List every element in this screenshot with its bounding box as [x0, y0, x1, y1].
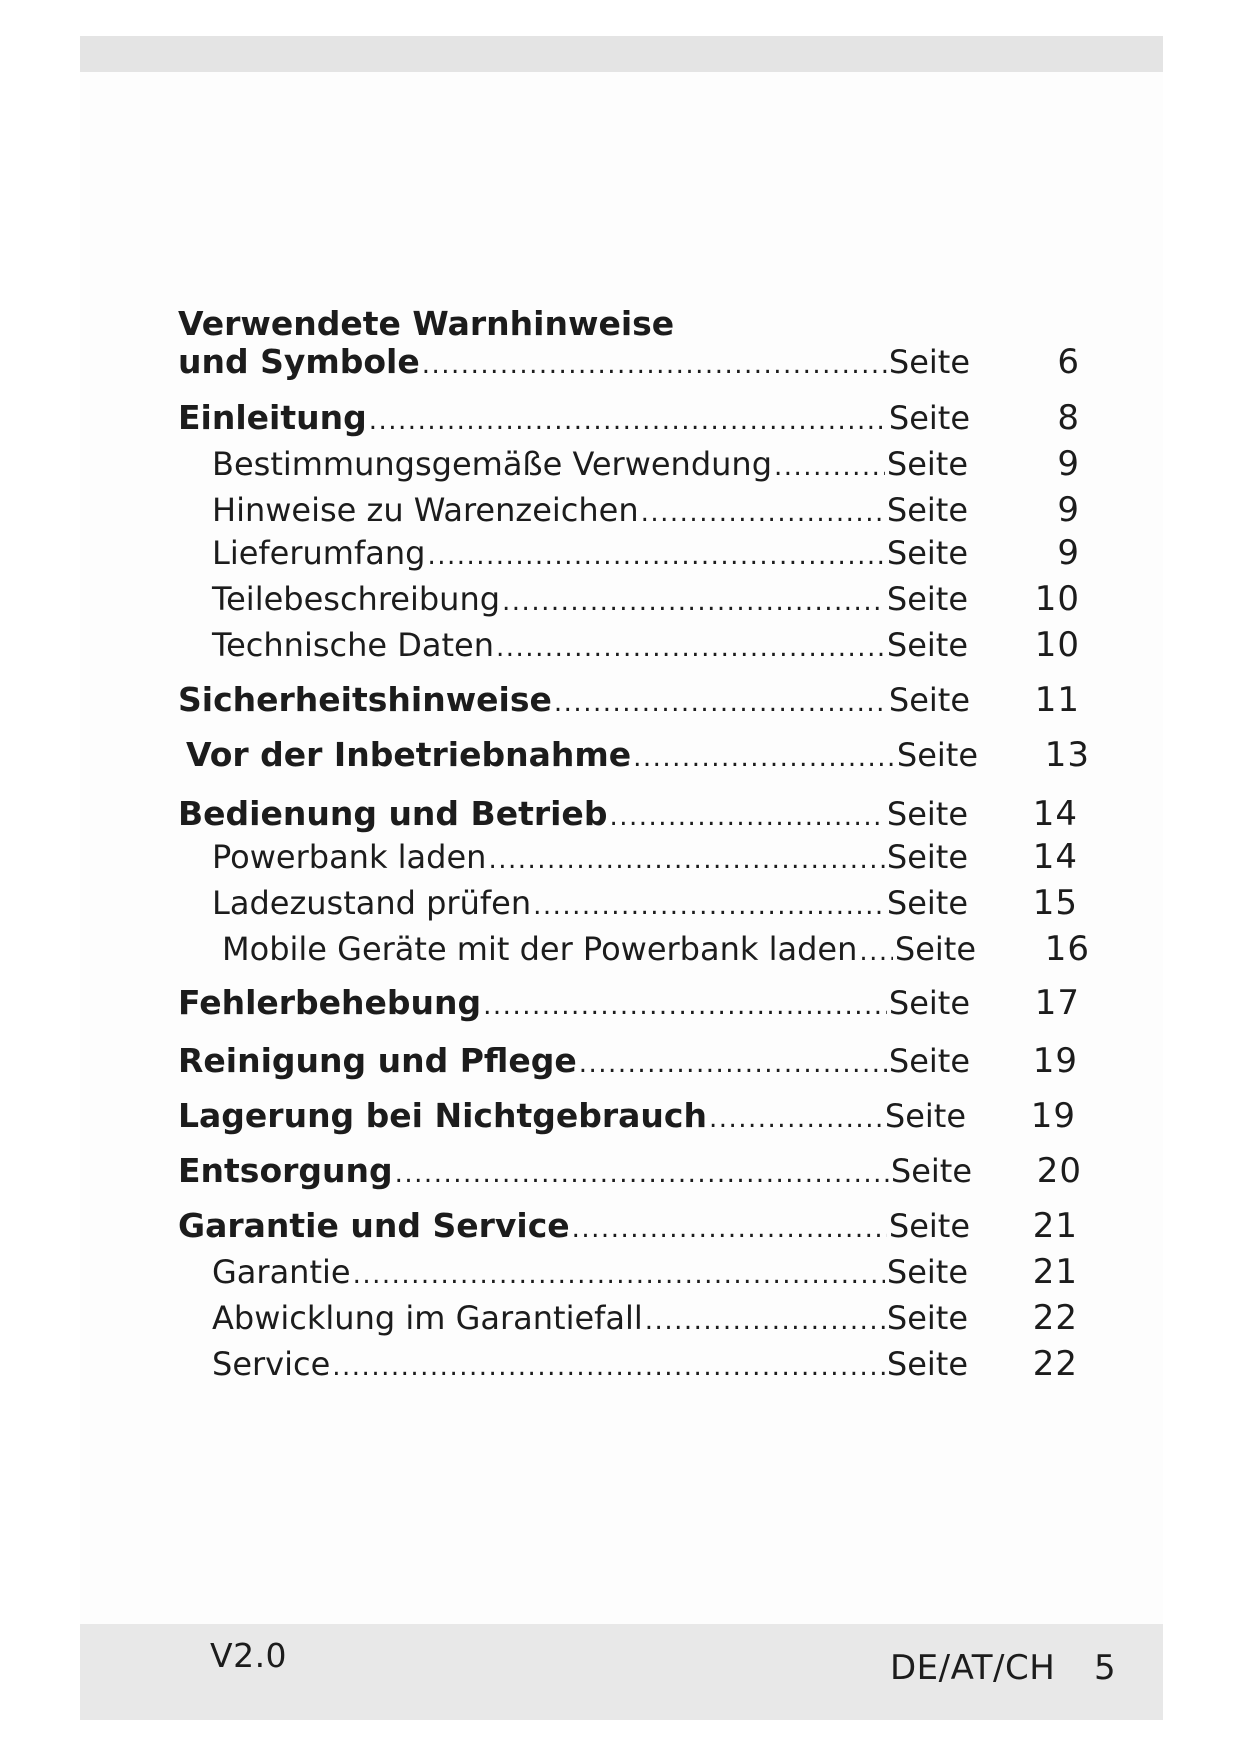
toc-entry-fehlerbehebung[interactable]	[178, 983, 970, 1025]
toc-page-number: 22	[1032, 1344, 1078, 1384]
toc-entry-lagerung[interactable]	[178, 1096, 966, 1138]
toc-page-number: 15	[1032, 883, 1078, 923]
toc-dots	[369, 401, 887, 441]
toc-seite-label: Seite	[886, 1345, 968, 1383]
toc-entry-garantie-service[interactable]	[178, 1206, 970, 1248]
page-number: 5	[1094, 1648, 1116, 1688]
toc-dots	[579, 1044, 887, 1084]
toc-entry-label: Hinweise zu Warenzeichen	[212, 491, 639, 529]
toc-seite-label: Seite	[886, 795, 968, 833]
toc-entry-warnhinweise[interactable]	[178, 342, 970, 384]
toc-seite-label: Seite	[888, 1042, 970, 1080]
toc-entry-label: Vor der Inbetriebnahme	[186, 735, 632, 774]
toc-seite-label: Seite	[886, 626, 968, 664]
toc-page-number: 9	[1057, 490, 1080, 530]
toc-dots	[633, 738, 895, 778]
toc-seite-label: Seite	[888, 343, 970, 381]
toc-entry-bestimmungsgemaesse-verwendung[interactable]	[212, 444, 968, 486]
toc-entry-label: und Symbole	[178, 342, 420, 381]
toc-seite-label: Seite	[886, 838, 968, 876]
toc-dots	[395, 1154, 889, 1194]
toc-dots	[353, 1255, 885, 1295]
toc-page-number: 8	[1057, 398, 1080, 438]
toc-page-number: 9	[1057, 444, 1080, 484]
toc-dots	[774, 447, 885, 487]
toc-entry-label: Garantie und Service	[178, 1206, 570, 1245]
toc-page-number: 19	[1032, 1041, 1078, 1081]
toc-seite-label: Seite	[888, 984, 970, 1022]
toc-dots	[488, 840, 884, 880]
toc-entry-service[interactable]	[212, 1344, 968, 1386]
version-label: V2.0	[210, 1636, 288, 1675]
toc-dots	[422, 345, 887, 385]
toc-seite-label: Seite	[890, 1152, 972, 1190]
toc-page-number: 21	[1032, 1252, 1078, 1292]
toc-entry-label: Entsorgung	[178, 1151, 393, 1190]
toc-page-number: 16	[1044, 929, 1090, 969]
toc-page-number: 22	[1032, 1298, 1078, 1338]
toc-entry-label: Teilebeschreibung	[212, 580, 501, 618]
toc-entry-label: Bedienung und Betrieb	[178, 794, 608, 833]
toc-seite-label: Seite	[888, 1207, 970, 1245]
toc-dots	[427, 536, 884, 576]
toc-dots	[645, 1301, 885, 1341]
toc-page-number: 6	[1057, 342, 1080, 382]
toc-page-number: 20	[1036, 1151, 1082, 1191]
toc-entry-label: Garantie	[212, 1253, 351, 1291]
toc-entry-lieferumfang[interactable]	[212, 533, 968, 575]
toc-seite-label: Seite	[886, 491, 968, 529]
toc-entry-bedienung-betrieb[interactable]	[178, 794, 968, 836]
toc-page-number: 13	[1044, 735, 1090, 775]
toc-entry-ladezustand-pruefen[interactable]	[212, 883, 968, 925]
toc-dots	[533, 886, 885, 926]
toc-page-number: 19	[1030, 1096, 1076, 1136]
toc-seite-label: Seite	[886, 1253, 968, 1291]
toc-page-number: 21	[1032, 1206, 1078, 1246]
toc-page-number: 10	[1034, 579, 1080, 619]
toc-page-number: 11	[1034, 680, 1080, 720]
toc-entry-abwicklung-garantiefall[interactable]	[212, 1298, 968, 1340]
toc-dots	[641, 493, 885, 533]
toc-dots	[609, 797, 884, 837]
toc-entry-label: Service	[212, 1345, 331, 1383]
toc-entry-label: Fehlerbehebung	[178, 983, 482, 1022]
toc-seite-label: Seite	[886, 534, 968, 572]
toc-heading-first-line: Verwendete Warnhinweise	[178, 304, 675, 343]
toc-entry-inbetriebnahme[interactable]	[186, 735, 978, 777]
toc-entry-label: Ladezustand prüfen	[212, 884, 532, 922]
toc-seite-label: Seite	[894, 930, 976, 968]
toc-seite-label: Seite	[886, 445, 968, 483]
toc-entry-label: Powerbank laden	[212, 838, 487, 876]
toc-entry-mobile-geraete-laden[interactable]	[222, 929, 976, 971]
toc-entry-technische-daten[interactable]	[212, 625, 968, 667]
toc-dots	[859, 932, 893, 972]
toc-seite-label: Seite	[896, 736, 978, 774]
toc-page-number: 10	[1034, 625, 1080, 665]
toc-seite-label: Seite	[886, 1299, 968, 1337]
toc-entry-label: Reinigung und Pflege	[178, 1041, 577, 1080]
toc-dots	[502, 582, 885, 622]
toc-entry-label: Technische Daten	[212, 626, 495, 664]
toc-dots	[483, 986, 887, 1026]
toc-entry-label: Lieferumfang	[212, 534, 426, 572]
toc-entry-teilebeschreibung[interactable]	[212, 579, 968, 621]
toc-entry-hinweise-warenzeichen[interactable]	[212, 490, 968, 532]
toc-entry-label: Bestimmungsgemäße Verwendung	[212, 445, 773, 483]
toc-entry-reinigung-pflege[interactable]	[178, 1041, 970, 1083]
toc-dots	[332, 1347, 885, 1387]
toc-page-number: 14	[1032, 837, 1078, 877]
toc-entry-label: Einleitung	[178, 398, 367, 437]
toc-page-number: 17	[1034, 983, 1080, 1023]
toc-entry-label: Lagerung bei Nichtgebrauch	[178, 1096, 707, 1135]
toc-entry-label: Abwicklung im Garantiefall	[212, 1299, 643, 1337]
toc-entry-garantie[interactable]	[212, 1252, 968, 1294]
toc-seite-label: Seite	[884, 1097, 966, 1135]
toc-entry-entsorgung[interactable]	[178, 1151, 972, 1193]
toc-dots	[572, 1209, 887, 1249]
toc-seite-label: Seite	[886, 884, 968, 922]
toc-seite-label: Seite	[886, 580, 968, 618]
toc-page-number: 9	[1057, 533, 1080, 573]
footer-band	[80, 1624, 1163, 1720]
toc-entry-einleitung[interactable]	[178, 398, 970, 440]
toc-entry-label: Mobile Geräte mit der Powerbank laden	[222, 930, 858, 968]
toc-entry-label: Sicherheitshinweise	[178, 680, 552, 719]
country-codes: DE/AT/CH	[890, 1648, 1056, 1688]
toc-dots	[496, 628, 885, 668]
toc-dots	[709, 1099, 883, 1139]
toc-page-number: 14	[1032, 794, 1078, 834]
toc-seite-label: Seite	[888, 399, 970, 437]
toc-seite-label: Seite	[888, 681, 970, 719]
toc-dots	[554, 683, 887, 723]
toc-entry-powerbank-laden[interactable]	[212, 837, 968, 879]
toc-entry-sicherheitshinweise[interactable]	[178, 680, 970, 722]
